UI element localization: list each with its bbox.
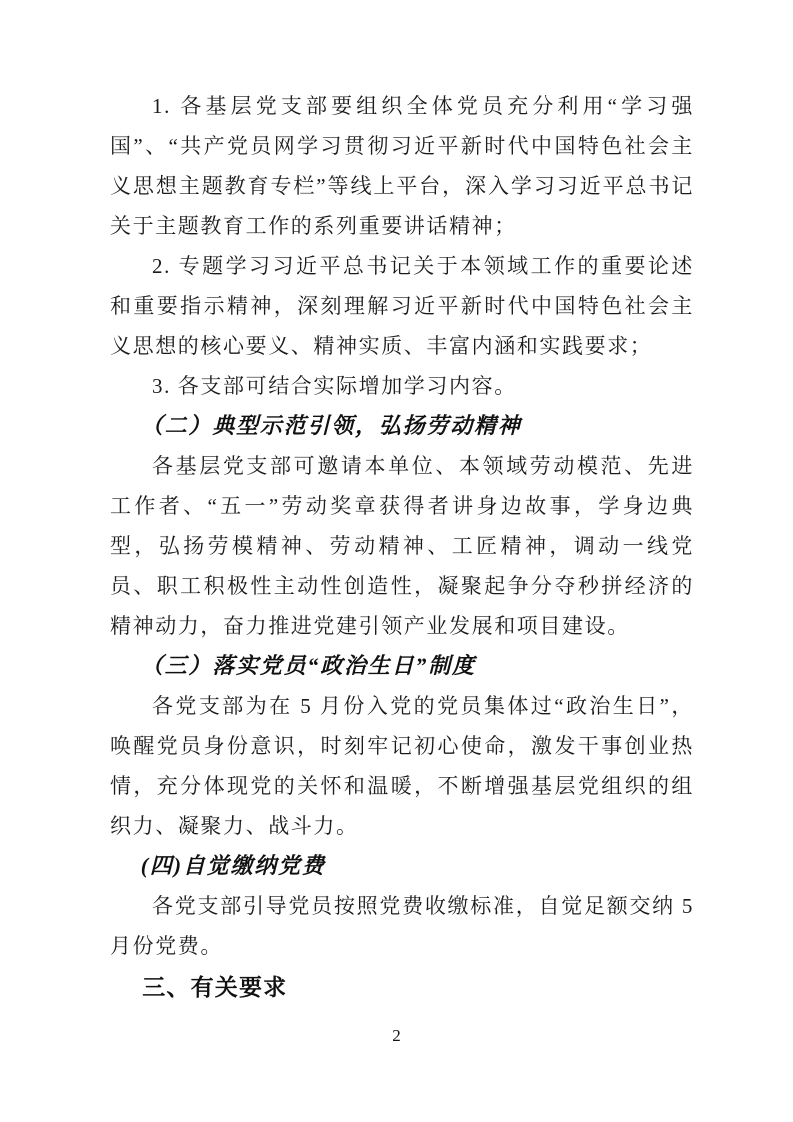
paragraph-additional-study-content: 3. 各支部可结合实际增加学习内容。 — [152, 374, 517, 398]
section-heading-requirements: 三、有关要求 — [142, 974, 288, 1000]
section-heading-3-political-birthday: （三）落实党员“政治生日”制度 — [140, 653, 476, 678]
section-heading-2-model-demonstration: （二）典型示范引领，弘扬劳动精神 — [140, 413, 522, 438]
paragraph-labor-model-stories: 各基层党支部可邀请本单位、本领域劳动模范、先进工作者、“五一”劳动奖章获得者讲身边故事，学身边典型，弘扬劳模精神、劳动精神、工匠精神，调动一线党员、职工积极性主动性创造性，凝聚起争分夺秒拼经济的精神动力，奋力推进党建引领产业发展和项目建设。 — [110, 454, 694, 638]
paragraph-political-birthday-activity: 各党支部为在 5 月份入党的党员集体过“政治生日”，唤醒党员身份意识，时刻牢记初心使命，激发干事创业热情，充分体现党的关怀和温暖，不断增强基层党组织的组织力、凝聚力、战斗力。 — [110, 694, 694, 838]
paragraph-special-topic-study: 2. 专题学习习近平总书记关于本领域工作的重要论述和重要指示精神，深刻理解习近平新时代中国特色社会主义思想的核心要义、精神实质、丰富内涵和实践要求； — [110, 254, 694, 358]
section-heading-4-party-dues: (四)自觉缴纳党费 — [140, 853, 326, 878]
page-number: 2 — [392, 1026, 401, 1045]
paragraph-party-dues-payment: 各党支部引导党员按照党费收缴标准，自觉足额交纳 5 月份党费。 — [110, 894, 694, 958]
document-body — [110, 86, 694, 1008]
paragraph-online-learning-platforms: 1. 各基层党支部要组织全体党员充分利用“学习强国”、“共产党员网学习贯彻习近平新时代中国特色社会主义思想主题教育专栏”等线上平台，深入学习习近平总书记关于主题教育工作的系列重要讲话精神； — [110, 94, 694, 238]
